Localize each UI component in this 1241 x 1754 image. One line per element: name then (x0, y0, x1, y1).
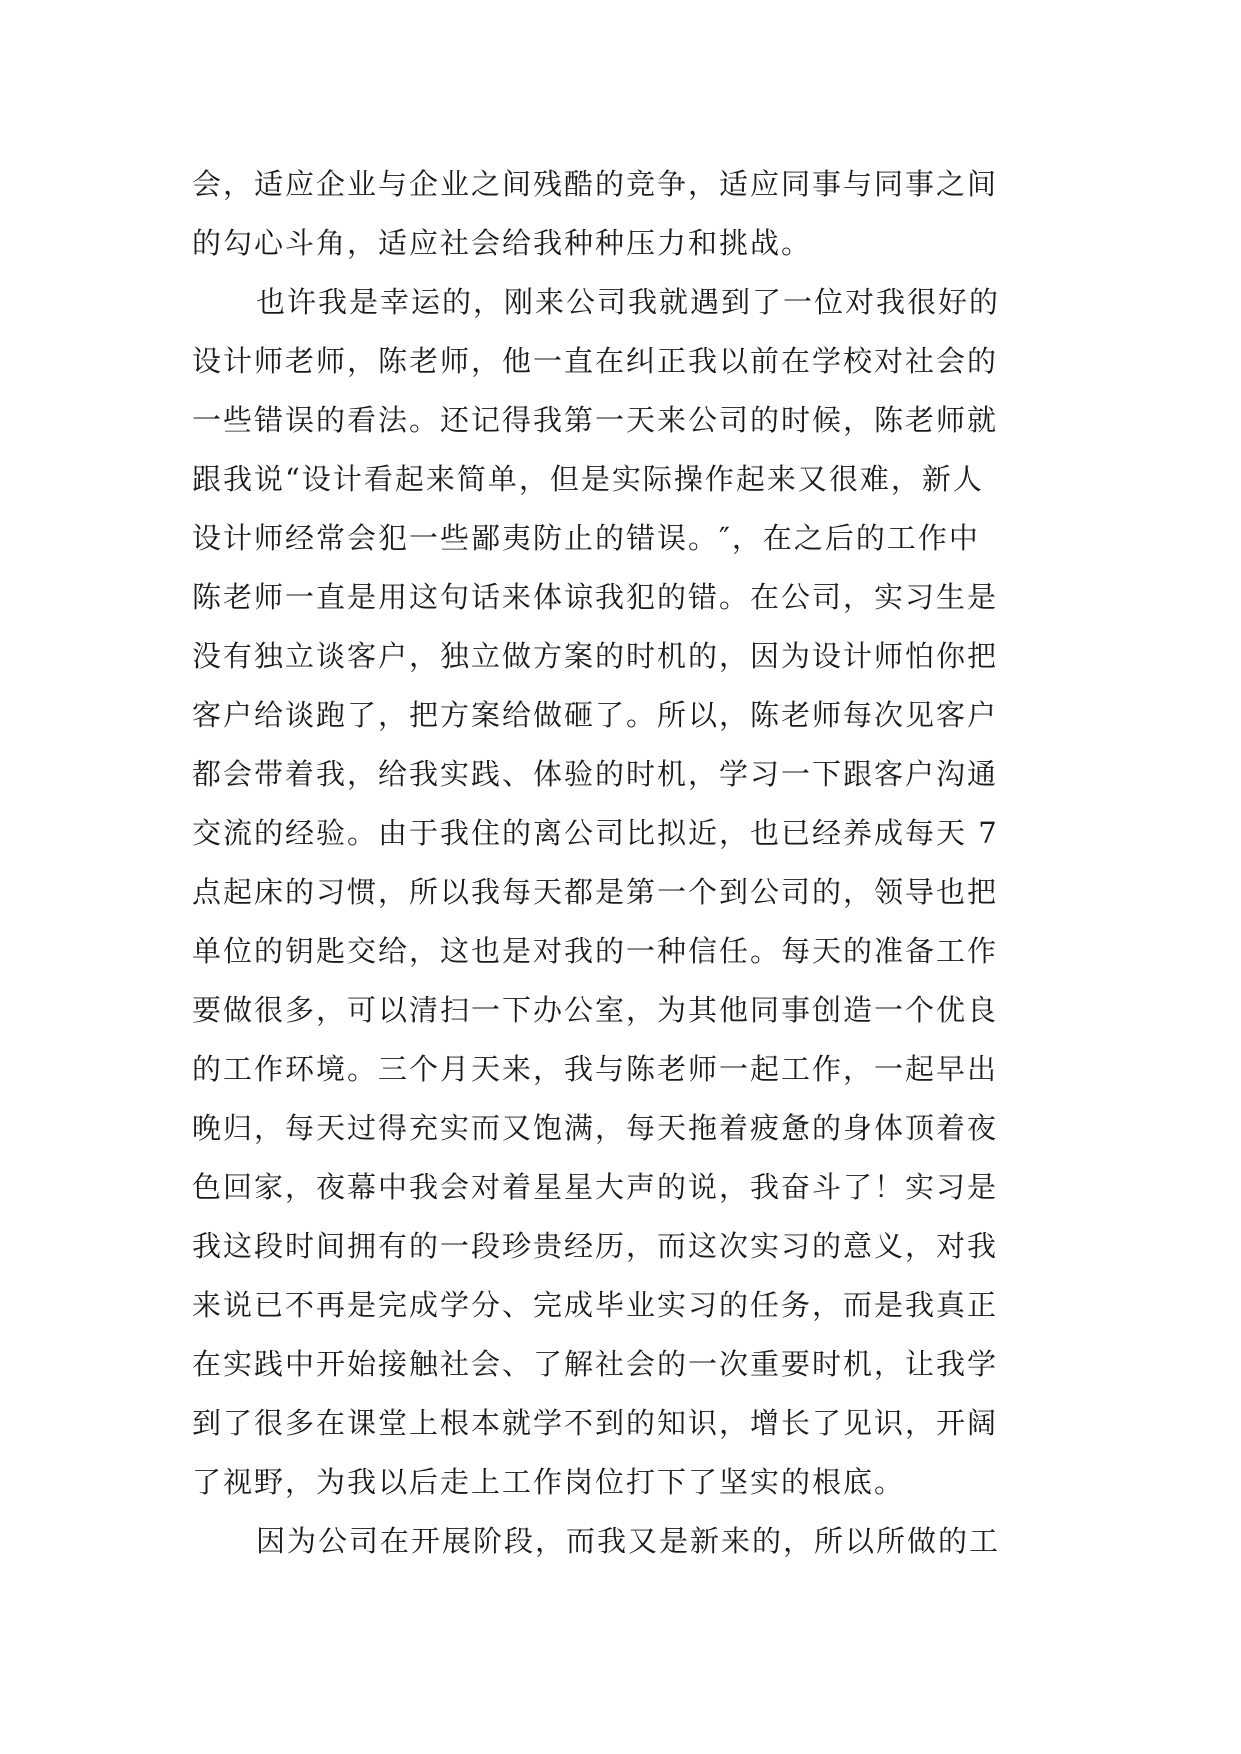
text-line: 要做很多，可以清扫一下办公室，为其他同事创造一个优良 (192, 993, 999, 1027)
text-line: 色回家，夜幕中我会对着星星大声的说，我奋斗了！实习是 (192, 1170, 999, 1204)
text-line: 客户给谈跑了，把方案给做砸了。所以，陈老师每次见客户 (192, 698, 999, 732)
text-line: 来说已不再是完成学分、完成毕业实习的任务，而是我真正 (192, 1288, 999, 1322)
text-line: 单位的钥匙交给，这也是对我的一种信任。每天的准备工作 (192, 934, 999, 968)
paragraph-start-line: 也许我是幸运的，刚来公司我就遇到了一位对我很好的 (256, 285, 1001, 319)
text-line: 了视野，为我以后走上工作岗位打下了坚实的根底。 (192, 1465, 906, 1499)
text-line: 没有独立谈客户，独立做方案的时机的，因为设计师怕你把 (192, 639, 999, 673)
text-line: 设计师经常会犯一些鄙夷防止的错误。″，在之后的工作中 (192, 521, 980, 555)
text-line: 在实践中开始接触社会、了解社会的一次重要时机，让我学 (192, 1347, 999, 1381)
text-line: 的勾心斗角，适应社会给我种种压力和挑战。 (192, 226, 813, 260)
text-line: 一些错误的看法。还记得我第一天来公司的时候，陈老师就 (192, 403, 999, 437)
text-line: 的工作环境。三个月天来，我与陈老师一起工作，一起早出 (192, 1052, 999, 1086)
paragraph-start-line: 因为公司在开展阶段，而我又是新来的，所以所做的工 (256, 1524, 1001, 1558)
text-line: 都会带着我，给我实践、体验的时机，学习一下跟客户沟通 (192, 757, 999, 791)
text-line: 点起床的习惯，所以我每天都是第一个到公司的，领导也把 (192, 875, 999, 909)
body-text (192, 155, 1052, 1571)
text-line: 交流的经验。由于我住的离公司比拟近，也已经养成每天 7 (192, 816, 999, 850)
text-line: 我这段时间拥有的一段珍贵经历，而这次实习的意义，对我 (192, 1229, 999, 1263)
text-line: 会，适应企业与企业之间残酷的竞争，适应同事与同事之间 (192, 167, 999, 201)
text-line: 设计师老师，陈老师，他一直在纠正我以前在学校对社会的 (192, 344, 999, 378)
text-line: 陈老师一直是用这句话来体谅我犯的错。在公司，实习生是 (192, 580, 999, 614)
text-line: 跟我说“设计看起来简单，但是实际操作起来又很难，新人 (192, 462, 984, 496)
text-line: 晚归，每天过得充实而又饱满，每天拖着疲惫的身体顶着夜 (192, 1111, 999, 1145)
text-line: 到了很多在课堂上根本就学不到的知识，增长了见识，开阔 (192, 1406, 999, 1440)
